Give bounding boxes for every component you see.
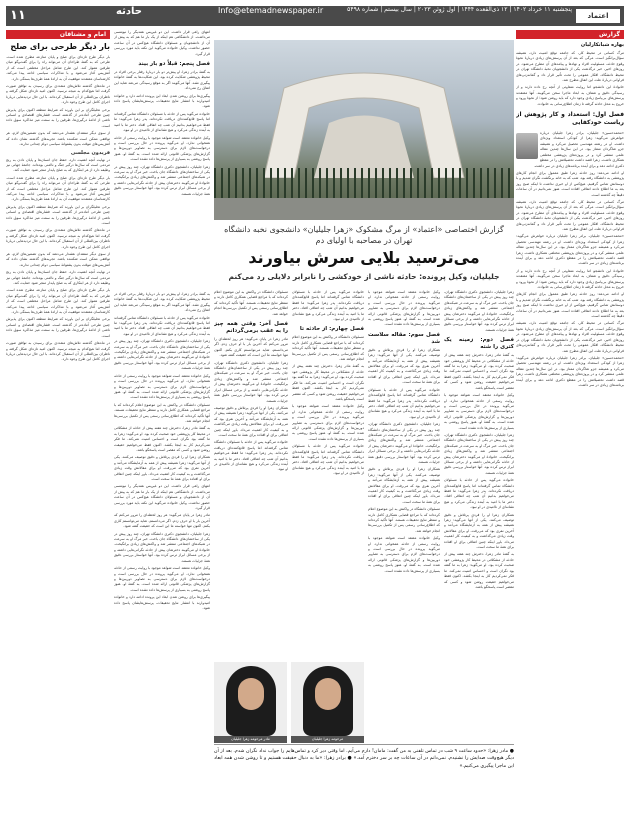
lower-middle-column xyxy=(114,292,210,812)
article-paragraph: مسئولان دانشگاه در واکنش به این موضوع اعلام کرده‌اند که با مراجع قضایی همکاری کامل دارند و منتظر نتایج تحقیقات هستند. آنها تأکید کرده‌اند که اطلاع‌رسانی رسمی پس از تکمیل بررسی‌ها انجام خواهد شد. xyxy=(114,402,210,423)
article-paragraph: خانواده می‌گوید پس از حادثه با مسئولان دانشگاه تماس گرفته‌اند اما پاسخ قانع‌کننده‌ای دریافت نکرده‌اند. پدر زهرا می‌گوید: ما فقط می‌خواهیم بدانیم آن شب چه اتفاقی افتاد. دختر ما با امید به آینده زندگی می‌کرد و هیچ نشانه‌ای از ناامیدی در او نبود. xyxy=(444,478,514,510)
article-kicker: گزارش اختصاصی «اعتماد» از مرگ مشکوک «زهرا جلیلیان» دانشجوی نخبه دانشگاه تهران در مصاحبه با اولیای دم xyxy=(224,225,504,245)
left-column-tag: امام و مشتاقان xyxy=(6,30,110,39)
article-paragraph: زهرا جلیلیان، دانشجوی دکتری دانشگاه تهران، چند روز پیش در یکی از ساختمان‌های دانشگاه جان باخت. خبر مرگ او به سرعت در شبکه‌های اجتماعی منتشر شد و واکنش‌های زیادی برانگیخت. خانوادهٔ او می‌گویند دخترشان پیش از حادثه نگرانی‌هایی داشته و از برخی مسائل ابراز ترس کرده بود. آنها خواستار بررسی دقیق همهٔ جزئیات هستند. xyxy=(214,360,288,403)
left-column-paragraph: در نهایت آنچه اهمیت دارد، حفظ جان انسان‌ها و پایان دادن به رنج مردمی است که سال‌ها درگیر جنگ و ناامنی بوده‌اند. جامعهٔ جهانی نیز وظیفه دارد از هر ابتکاری که به صلح پایدار منجر شود حمایت کند. xyxy=(6,270,110,286)
article-paragraph: خانواده می‌گوید پس از حادثه با مسئولان دانشگاه تماس گرفته‌اند اما پاسخ قانع‌کننده‌ای دریافت نکرده‌اند. پدر زهرا می‌گوید: ما فقط می‌خواهیم بدانیم آن شب چه اتفاقی افتاد. دختر ما با امید به آینده زندگی می‌کرد و هیچ نشانه‌ای از ناامیدی در او نبود. xyxy=(114,111,210,133)
article-paragraph: همکاران زهرا او را فردی پرتلاش و دقیق توصیف می‌کنند. یکی از آنها می‌گوید: زهرا همیشه پیش از همه به آزمایشگاه می‌آمد و آخرین نفری بود که می‌رفت. او برای مقالاتش وقت زیادی می‌گذاشت و به کیفیت کار اهمیت می‌داد. باور اینکه چنین اتفاقی برای او افتاده برای همهٔ ما سخت است. xyxy=(368,467,440,504)
article-paragraph: وکیل خانواده معتقد است شواهد موجود با روایت رسمی از حادثه همخوانی ندارد. او می‌گوید پرونده در حال بررسی است و درخواست‌های لازم برای دسترسی به تصاویر دوربین‌ها و گزارش‌های پزشکی قانونی ارائه شده است. به گفتهٔ او، هنوز پاسخ روشنی به بسیاری از پرسش‌ها داده نشده است. xyxy=(368,290,440,327)
article-paragraph: وکیل خانواده معتقد است شواهد موجود با روایت رسمی از حادثه همخوانی ندارد. او می‌گوید پرونده در حال بررسی است و درخواست‌های لازم برای دسترسی به تصاویر دوربین‌ها و گزارش‌های پزشکی قانونی ارائه شده است. به گفتهٔ او، هنوز پاسخ روشنی به بسیاری از پرسش‌ها داده نشده است. xyxy=(114,566,210,592)
article-paragraph: خانواده می‌گوید پس از حادثه با مسئولان دانشگاه تماس گرفته‌اند اما پاسخ قانع‌کننده‌ای دریافت نکرده‌اند. پدر زهرا می‌گوید: ما فقط می‌خواهیم بدانیم آن شب چه اتفاقی افتاد. دختر ما با امید به آینده زندگی می‌کرد و هیچ نشانه‌ای از ناامیدی در او نبود. xyxy=(292,444,364,476)
right-column xyxy=(516,30,624,812)
left-column-paragraph: از سوی دیگر منتقدان هشدار می‌دهند که بدون تضمین‌های لازم، هر توافقی ممکن است شکننده باشد. تجربه‌های گذشته نشان داده که آتش‌بس‌های موقت بدون پشتوانهٔ سیاسی دوام چندانی ندارند. xyxy=(6,131,110,147)
article-paragraph: انتهای راهی قرار داشت. این دو غیرپس همدیگر را نیوتنسی می‌داشت. از دانشگاهی هم اینکه از یک بار ما هم که به پیش از آن از دانشجویان و مسئولان دانشگاه هیچ‌کس در آن ساعت حضور نداشت. وکیل خانواده می‌گوید این نکته باید مورد بررسی قرار گیرد. xyxy=(114,30,210,56)
portrait-zahra xyxy=(291,662,364,736)
left-column-paragraph: در نهایت آنچه اهمیت دارد، حفظ جان انسان‌ها و پایان دادن به رنج مردمی است که سال‌ها درگیر جنگ و ناامنی بوده‌اند. جامعهٔ جهانی نیز وظیفه دارد از هر ابتکاری که به صلح پایدار منجر شود حمایت کند. xyxy=(6,157,110,173)
article-paragraph: مادر زهرا در پایان می‌گوید: هر روز لحظه‌ای را مرور می‌کنم که آخرین بار با او حرف زدم. اگر می‌دانستم، شاید می‌توانستم کاری بکنم. اکنون تنها خواسته ما این است که حقیقت گفته شود. xyxy=(214,337,288,358)
right-column-paragraph: خانوادهٔ این دانشجو اما روایت متفاوتی از آنچه رخ داده دارند و از رسیدگی دقیق و شفاف به ابعاد ماجرا سخن می‌گویند. آنها معتقدند پرسش‌های بی‌پاسخ زیادی وجود دارد که باید روشن شود؛ از نحوهٔ ورود و خروج به محل حادثه گرفته تا زمان اطلاع‌رسانی به خانواده. xyxy=(516,85,624,106)
upper-middle-column xyxy=(114,30,210,288)
left-column-paragraph: بار دیگر طرح تازه‌ای برای صلح و پایان منازعه مطرح شده است. طرحی که به گفتهٔ طراحان آن می‌تواند راه را برای گفت‌وگو میان طرفین هموار کند. این طرح شامل مراحل مختلفی است که از آتش‌بس آغاز می‌شود و با مذاکرات سیاسی ادامه پیدا می‌کند. کارشناسان معتقدند موفقیت آن به ارادهٔ همهٔ طرف‌ها بستگی دارد. xyxy=(6,288,110,315)
article-paragraph: زهرا جلیلیان، دانشجوی دکتری دانشگاه تهران، چند روز پیش در یکی از ساختمان‌های دانشگاه جان باخت. خبر مرگ او به سرعت در شبکه‌های اجتماعی منتشر شد و واکنش‌های زیادی برانگیخت. خانوادهٔ او می‌گویند دخترشان پیش از حادثه نگرانی‌هایی داشته و از برخی مسائل ابراز ترس کرده بود. آنها خواستار بررسی دقیق همهٔ جزئیات هستند. xyxy=(114,164,210,196)
article-paragraph: پیگیری‌ها برای روشن شدن ابعاد این پرونده ادامه دارد و خانواده امیدوارند با انتشار نتایج تحقیقات، پرسش‌هایشان پاسخ داده شود. xyxy=(114,595,210,610)
article-paragraph: زهرا جلیلیان، دانشجوی دکتری دانشگاه تهران، چند روز پیش در یکی از ساختمان‌های دانشگاه جان باخت. خبر مرگ او به سرعت در شبکه‌های اجتماعی منتشر شد و واکنش‌های زیادی برانگیخت. خانوادهٔ او می‌گویند دخترشان پیش از حادثه نگرانی‌هایی داشته و از برخی مسائل ابراز ترس کرده بود. آنها خواستار بررسی دقیق همهٔ جزئیات هستند. xyxy=(368,422,440,464)
article-paragraph: زهرا جلیلیان، دانشجوی دکتری دانشگاه تهران، چند روز پیش در یکی از ساختمان‌های دانشگاه جان باخت. خبر مرگ او به سرعت در شبکه‌های اجتماعی منتشر شد و واکنش‌های زیادی برانگیخت. خانوادهٔ او می‌گویند دخترشان پیش از حادثه نگرانی‌هایی داشته و از برخی مسائل ابراز ترس کرده بود. آنها خواستار بررسی دقیق همهٔ جزئیات هستند. xyxy=(444,432,514,475)
article-paragraph: پیگیری‌ها برای روشن شدن ابعاد این پرونده ادامه دارد و خانواده امیدوارند با انتشار نتایج تحقیقات، پرسش‌هایشان پاسخ داده شود. xyxy=(114,93,210,109)
right-column-tag: گزارش xyxy=(516,30,624,39)
right-column-paragraph: مرگ کسانی در محیط کار، که جامعه توقع امنیت دارد، همیشه سؤال‌برانگیز است. مرگی که بعد از آن پرسش‌های زیادی دربارهٔ نحوهٔ وقوع حادثه، مسئولیت افراد و نهادها و پیامدهای آن مطرح می‌شود. در روزهای اخیر، خبر درگذشت یکی از دانشجویان نخبهٔ دانشگاه تهران در محیط دانشگاه، افکار عمومی را تحت تأثیر قرار داد و گمانه‌زنی‌های فراوانی دربارهٔ علت این اتفاق مطرح شد. xyxy=(516,51,624,83)
portrait-mother xyxy=(214,662,287,736)
page-number: ۱۱ xyxy=(10,8,26,23)
portraits xyxy=(214,662,364,744)
article-paragraph: همکاران زهرا او را فردی پرتلاش و دقیق توصیف می‌کنند. یکی از آنها می‌گوید: زهرا همیشه پیش از همه به آزمایشگاه می‌آمد و آخرین نفری بود که می‌رفت. او برای مقالاتش وقت زیادی می‌گذاشت و به کیفیت کار اهمیت می‌داد. باور اینکه چنین اتفاقی برای او افتاده برای همهٔ ما سخت است. xyxy=(114,455,210,481)
left-column-paragraph: در ماه‌های گذشته تلاش‌های متعددی برای رسیدن به توافق صورت گرفت اما هیچ‌کدام به نتیجه نرسید. اکنون امید تازه‌ای شکل گرفته و ناظران بین‌المللی از آن استقبال کرده‌اند. با این حال تردیدهایی دربارهٔ اجرای کامل این طرح وجود دارد. xyxy=(6,228,110,249)
portrait-caption-left: مادر مرحومه زهرا جلیلیان xyxy=(214,736,287,743)
right-column-paragraph: مرگ کسانی در محیط کار، که جامعه توقع امنیت دارد، همیشه سؤال‌برانگیز است. مرگی که بعد از آن پرسش‌های زیادی دربارهٔ نحوهٔ وقوع حادثه، مسئولیت افراد و نهادها و پیامدهای آن مطرح می‌شود. در روزهای اخیر، خبر درگذشت یکی از دانشجویان نخبهٔ دانشگاه تهران در محیط دانشگاه، افکار عمومی را تحت تأثیر قرار داد و گمانه‌زنی‌های فراوانی دربارهٔ علت این اتفاق مطرح شد. xyxy=(516,321,624,353)
left-column-paragraph: برخی تحلیلگران بر این باورند که شرایط منطقه اکنون برای پذیرش چنین طرحی آماده‌تر از گذشته است. فشارهای اقتصادی و انسانی ناشی از ادامهٔ درگیری‌ها، طرفین را به سمت میز مذاکره سوق داده است. xyxy=(6,204,110,225)
right-column-paragraph: مرگ کسانی در محیط کار، که جامعه توقع امنیت دارد، همیشه سؤال‌برانگیز است. مرگی که بعد از آن پرسش‌های زیادی دربارهٔ نحوهٔ وقوع حادثه، مسئولیت افراد و نهادها و پیامدهای آن مطرح می‌شود. در روزهای اخیر، خبر درگذشت یکی از دانشجویان نخبهٔ دانشگاه تهران در محیط دانشگاه، افکار عمومی را تحت تأثیر قرار داد و گمانه‌زنی‌های فراوانی دربارهٔ علت این اتفاق مطرح شد. xyxy=(516,199,624,231)
page-header xyxy=(6,6,624,26)
article-paragraph: به گفتهٔ برادر زهرا، او پیش‌تر دو بار دربارهٔ رفتار برخی افراد در محیط پژوهشی شکایت کرده بود. این شکایت‌ها به گفتهٔ خانواده پیگیری نشد. آنها می‌گویند اگر به موقع رسیدگی می‌شد شاید این اتفاق رخ نمی‌داد. xyxy=(114,70,210,91)
article-paragraph: وکیل خانواده معتقد است شواهد موجود با روایت رسمی از حادثه همخوانی ندارد. او می‌گوید پرونده در حال بررسی است و درخواست‌های لازم برای دسترسی به تصاویر دوربین‌ها و گزارش‌های پزشکی قانونی ارائه شده است. به گفتهٔ او، هنوز پاسخ روشنی به بسیاری از پرسش‌ها داده نشده است. xyxy=(368,536,440,573)
article-paragraph: وکیل خانواده معتقد است شواهد موجود با روایت رسمی از حادثه همخوانی ندارد. او می‌گوید پرونده در حال بررسی است و درخواست‌های لازم برای دسترسی به تصاویر دوربین‌ها و گزارش‌های پزشکی قانونی ارائه شده است. به گفتهٔ او، هنوز پاسخ روشنی به بسیاری از پرسش‌ها داده نشده است. xyxy=(114,135,210,162)
article-subheading: فصل دوم: زمینه یک کتری را شته xyxy=(444,337,514,351)
article-headline: می‌ترسید بلایی سرش بیاورند xyxy=(248,248,480,267)
left-column-paragraph: بار دیگر طرح تازه‌ای برای صلح و پایان منازعه مطرح شده است. طرحی که به گفتهٔ طراحان آن می‌تواند راه را برای گفت‌وگو میان طرفین هموار کند. این طرح شامل مراحل مختلفی است که از آتش‌بس آغاز می‌شود و با مذاکرات سیاسی ادامه پیدا می‌کند. کارشناسان معتقدند موفقیت آن به ارادهٔ همهٔ طرف‌ها بستگی دارد. xyxy=(6,175,110,202)
article-paragraph: مسئولان دانشگاه در واکنش به این موضوع اعلام کرده‌اند که با مراجع قضایی همکاری کامل دارند و منتظر نتایج تحقیقات هستند. آنها تأکید کرده‌اند که اطلاع‌رسانی رسمی پس از تکمیل بررسی‌ها انجام خواهد شد. xyxy=(368,507,440,533)
article-paragraph: به گفتهٔ مادر زهرا، دخترش چند هفته پیش از حادثه از مشکلاتی در محیط کار پژوهشی خود صحبت کرده بود. او می‌گوید: زهرا به ما گفته بود نگران است و احساس امنیت نمی‌کند. ما فکر نمی‌کردیم کار به اینجا بکشد. اکنون فقط می‌خواهیم حقیقت روشن شود و کسی که مقصر است پاسخگو باشد. xyxy=(292,364,364,401)
article-paragraph: به گفتهٔ مادر زهرا، دخترش چند هفته پیش از حادثه از مشکلاتی در محیط کار پژوهشی خود صحبت کرده بود. او می‌گوید: زهرا به ما گفته بود نگران است و احساس امنیت نمی‌کند. ما فکر نمی‌کردیم کار به اینجا بکشد. اکنون فقط می‌خواهیم حقیقت روشن شود و کسی که مقصر است پاسخگو باشد. xyxy=(114,426,210,452)
article-paragraph: خانواده می‌گوید پس از حادثه با مسئولان دانشگاه تماس گرفته‌اند اما پاسخ قانع‌کننده‌ای دریافت نکرده‌اند. پدر زهرا می‌گوید: ما فقط می‌خواهیم بدانیم آن شب چه اتفاقی افتاد. دختر ما با امید به آینده زندگی می‌کرد و هیچ نشانه‌ای از ناامیدی در او نبود. xyxy=(368,387,440,419)
newspaper-logo: اعتماد xyxy=(576,9,620,23)
road xyxy=(214,198,514,220)
article-subheading: فصل سوم: مقاله سلاست شد xyxy=(368,331,440,345)
left-column-paragraph: بار دیگر طرح تازه‌ای برای صلح و پایان منازعه مطرح شده است. طرحی که به گفتهٔ طراحان آن می‌تواند راه را برای گفت‌وگو میان طرفین هموار کند. این طرح شامل مراحل مختلفی است که از آتش‌بس آغاز می‌شود و با مذاکرات سیاسی ادامه پیدا می‌کند. کارشناسان معتقدند موفقیت آن به ارادهٔ همهٔ طرف‌ها بستگی دارد. xyxy=(6,55,110,81)
article-paragraph: انتهای راهی قرار داشت. این دو غیرپس همدیگر را نیوتنسی می‌داشت. از دانشگاهی هم اینکه از یک بار ما هم که به پیش از آن از دانشجویان و مسئولان دانشگاه هیچ‌کس در آن ساعت حضور نداشت. وکیل خانواده می‌گوید این نکته باید مورد بررسی قرار گیرد. xyxy=(114,484,210,511)
newspaper-email[interactable]: Info@etemadnewspaper.ir xyxy=(218,6,324,15)
right-column-paragraph: «محمدحسین» جلیلیان، برادر زهرا جلیلیان درباره خواهرش می‌گوید: زهرا از کودکی استعداد ویژه‌ای داشت. او در رشته مهندسی تحصیل می‌کرد و همیشه جزو شاگردان ممتاز بود. در این سال‌ها چندین مقاله علمی منتشر کرد و در پروژه‌های پژوهشی مختلفی همکاری داشت. زهرا قصد داشت تحصیلاتش را در مقطع دکتری ادامه دهد و برای آینده برنامه‌های زیادی در سر داشت. xyxy=(533,131,624,168)
university-gate-photo xyxy=(214,40,514,220)
right-column-paragraph: او ادامه می‌دهد: روز حادثه زهرا طبق معمول برای انجام کارهای پژوهشی به دانشگاه رفته بود. شب که به خانه برنگشت نگران شدیم و با دوستانش تماس گرفتیم. هیچ‌کس از او خبری نداشت تا اینکه صبح روز بعد به ما اطلاع دادند اتفاقی افتاده است. هنوز نمی‌دانیم در آن ساعات دقیقاً چه گذشته است. xyxy=(516,170,624,197)
article-subheading: فصل چهارم: از حادثه تا xyxy=(299,326,364,333)
article-paragraph: زهرا جلیلیان، دانشجوی دکتری دانشگاه تهران، چند روز پیش در یکی از ساختمان‌های دانشگاه جان باخت. خبر مرگ او به سرعت در شبکه‌های اجتماعی منتشر شد و واکنش‌های زیادی برانگیخت. خانوادهٔ او می‌گویند دخترشان پیش از حادثه نگرانی‌هایی داشته و از برخی مسائل ابراز ترس کرده بود. آنها خواستار بررسی دقیق همهٔ جزئیات هستند. xyxy=(114,339,210,371)
left-column-byline: فریدون مجلسی xyxy=(70,149,110,156)
article-paragraph: مسئولان دانشگاه در واکنش به این موضوع اعلام کرده‌اند که با مراجع قضایی همکاری کامل دارند و منتظر نتایج تحقیقات هستند. آنها تأکید کرده‌اند که اطلاع‌رسانی رسمی پس از تکمیل بررسی‌ها انجام خواهد شد. xyxy=(292,335,364,362)
right-column-subheading: فصل اول: استعداد و کار پژوهش از ریاست خودکفایی xyxy=(516,111,624,127)
right-column-paragraph: خانوادهٔ این دانشجو اما روایت متفاوتی از آنچه رخ داده دارند و از رسیدگی دقیق و شفاف به ابعاد ماجرا سخن می‌گویند. آنها معتقدند پرسش‌های بی‌پاسخ زیادی وجود دارد که باید روشن شود؛ از نحوهٔ ورود و خروج به محل حادثه گرفته تا زمان اطلاع‌رسانی به خانواده. xyxy=(516,268,624,290)
article-column-4 xyxy=(214,290,288,658)
article-column-1 xyxy=(444,290,514,740)
article-paragraph: زهرا جلیلیان، دانشجوی دکتری دانشگاه تهران، چند روز پیش در یکی از ساختمان‌های دانشگاه جان باخت. خبر مرگ او به سرعت در شبکه‌های اجتماعی منتشر شد و واکنش‌های زیادی برانگیخت. خانوادهٔ او می‌گویند دخترشان پیش از حادثه نگرانی‌هایی داشته و از برخی مسائل ابراز ترس کرده بود. آنها خواستار بررسی دقیق همهٔ جزئیات هستند. xyxy=(444,290,514,332)
article-paragraph: خانواده می‌گوید پس از حادثه با مسئولان دانشگاه تماس گرفته‌اند اما پاسخ قانع‌کننده‌ای دریافت نکرده‌اند. پدر زهرا می‌گوید: ما فقط می‌خواهیم بدانیم آن شب چه اتفاقی افتاد. دختر ما با امید به آینده زندگی می‌کرد و هیچ نشانه‌ای از ناامیدی در او نبود. xyxy=(214,440,288,472)
article-paragraph: به گفتهٔ برادر زهرا، او پیش‌تر دو بار دربارهٔ رفتار برخی افراد در محیط پژوهشی شکایت کرده بود. این شکایت‌ها به گفتهٔ خانواده پیگیری نشد. آنها می‌گویند اگر به موقع رسیدگی می‌شد شاید این اتفاق رخ نمی‌داد. xyxy=(114,292,210,313)
left-column xyxy=(6,30,110,812)
article-paragraph: به گفتهٔ مادر زهرا، دخترش چند هفته پیش از حادثه از مشکلاتی در محیط کار پژوهشی خود صحبت کرده بود. او می‌گوید: زهرا به ما گفته بود نگران است و احساس امنیت نمی‌کند. ما فکر نمی‌کردیم کار به اینجا بکشد. اکنون فقط می‌خواهیم حقیقت روشن شود و کسی که مقصر است پاسخگو باشد. xyxy=(444,353,514,390)
article-paragraph: زهرا جلیلیان، دانشجوی دکتری دانشگاه تهران، چند روز پیش در یکی از ساختمان‌های دانشگاه جان باخت. خبر مرگ او به سرعت در شبکه‌های اجتماعی منتشر شد و واکنش‌های زیادی برانگیخت. خانوادهٔ او می‌گویند دخترشان پیش از حادثه نگرانی‌هایی داشته و از برخی مسائل ابراز ترس کرده بود. آنها خواستار بررسی دقیق همهٔ جزئیات هستند. xyxy=(114,531,210,563)
article-paragraph: خانواده می‌گوید پس از حادثه با مسئولان دانشگاه تماس گرفته‌اند اما پاسخ قانع‌کننده‌ای دریافت نکرده‌اند. پدر زهرا می‌گوید: ما فقط می‌خواهیم بدانیم آن شب چه اتفاقی افتاد. دختر ما با امید به آینده زندگی می‌کرد و هیچ نشانه‌ای از ناامیدی در او نبود. xyxy=(292,290,364,322)
right-column-paragraph: «محمدحسین» جلیلیان، برادر زهرا جلیلیان درباره خواهرش می‌گوید: زهرا از کودکی استعداد ویژه‌ای داشت. او در رشته مهندسی تحصیل می‌کرد و همیشه جزو شاگردان ممتاز بود. در این سال‌ها چندین مقاله علمی منتشر کرد و در پروژه‌های پژوهشی مختلفی همکاری داشت. زهرا قصد داشت تحصیلاتش را در مقطع دکتری ادامه دهد و برای آینده برنامه‌های زیادی در سر داشت. xyxy=(516,234,624,266)
article-paragraph: همکاران زهرا او را فردی پرتلاش و دقیق توصیف می‌کنند. یکی از آنها می‌گوید: زهرا همیشه پیش از همه به آزمایشگاه می‌آمد و آخرین نفری بود که می‌رفت. او برای مقالاتش وقت زیادی می‌گذاشت و به کیفیت کار اهمیت می‌داد. باور اینکه چنین اتفاقی برای او افتاده برای همهٔ ما سخت است. xyxy=(368,347,440,385)
article-paragraph: وکیل خانواده معتقد است شواهد موجود با روایت رسمی از حادثه همخوانی ندارد. او می‌گوید پرونده در حال بررسی است و درخواست‌های لازم برای دسترسی به تصاویر دوربین‌ها و گزارش‌های پزشکی قانونی ارائه شده است. به گفتهٔ او، هنوز پاسخ روشنی به بسیاری از پرسش‌ها داده نشده است. xyxy=(114,373,210,400)
article-paragraph: وکیل خانواده معتقد است شواهد موجود با روایت رسمی از حادثه همخوانی ندارد. او می‌گوید پرونده در حال بررسی است و درخواست‌های لازم برای دسترسی به تصاویر دوربین‌ها و گزارش‌های پزشکی قانونی ارائه شده است. به گفتهٔ او، هنوز پاسخ روشنی به بسیاری از پرسش‌ها داده نشده است. xyxy=(292,404,364,441)
left-column-paragraph: برخی تحلیلگران بر این باورند که شرایط منطقه اکنون برای پذیرش چنین طرحی آماده‌تر از گذشته است. فشارهای اقتصادی و انسانی ناشی از ادامهٔ درگیری‌ها، طرفین را به سمت میز مذاکره سوق داده است. xyxy=(6,107,110,128)
article-subheading: فصل پنجم: قبلاً دو بار بیند xyxy=(138,61,210,68)
left-column-title: بار دیگر طرحی برای صلح xyxy=(10,42,110,51)
right-column-paragraph: «محمدحسین» جلیلیان، برادر زهرا جلیلیان درباره خواهرش می‌گوید: زهرا از کودکی استعداد ویژه‌ای داشت. او در رشته مهندسی تحصیل می‌کرد و همیشه جزو شاگردان ممتاز بود. در این سال‌ها چندین مقاله علمی منتشر کرد و در پروژه‌های پژوهشی مختلفی همکاری داشت. زهرا قصد داشت تحصیلاتش را در مقطع دکتری ادامه دهد و برای آینده برنامه‌های زیادی در سر داشت. xyxy=(516,355,624,387)
article-deck: جلیلیان، وکیل پرونده: حادثه ناشی از خودکشی را نابرابر دلایلی رد می‌کنم xyxy=(228,272,500,281)
fence xyxy=(214,168,514,198)
section-name: حادثه xyxy=(116,6,142,17)
article-paragraph: به گفتهٔ مادر زهرا، دخترش چند هفته پیش از حادثه از مشکلاتی در محیط کار پژوهشی خود صحبت کرده بود. او می‌گوید: زهرا به ما گفته بود نگران است و احساس امنیت نمی‌کند. ما فکر نمی‌کردیم کار به اینجا بکشد. اکنون فقط می‌خواهیم حقیقت روشن شود و کسی که مقصر است پاسخگو باشد. xyxy=(444,552,514,589)
left-column-paragraph: در ماه‌های گذشته تلاش‌های متعددی برای رسیدن به توافق صورت گرفت اما هیچ‌کدام به نتیجه نرسید. اکنون امید تازه‌ای شکل گرفته و ناظران بین‌المللی از آن استقبال کرده‌اند. با این حال تردیدهایی دربارهٔ اجرای کامل این طرح وجود دارد. xyxy=(6,84,110,105)
article-paragraph: همکاران زهرا او را فردی پرتلاش و دقیق توصیف می‌کنند. یکی از آنها می‌گوید: زهرا همیشه پیش از همه به آزمایشگاه می‌آمد و آخرین نفری بود که می‌رفت. او برای مقالاتش وقت زیادی می‌گذاشت و به کیفیت کار اهمیت می‌داد. باور اینکه چنین اتفاقی برای او افتاده برای همهٔ ما سخت است. xyxy=(214,405,288,437)
article-paragraph: مسئولان دانشگاه در واکنش به این موضوع اعلام کرده‌اند که با مراجع قضایی همکاری کامل دارند و منتظر نتایج تحقیقات هستند. آنها تأکید کرده‌اند که اطلاع‌رسانی رسمی پس از تکمیل بررسی‌ها انجام خواهد شد. xyxy=(214,290,288,316)
issue-date: پنجشنبه ۱۱ خرداد ۱۴۰۲ | ۱۲ ذی‌القعده ۱۴۴۴ | اول ژوئن ۲۰۲۳ | سال بیستم | شماره ۵۴۹۸ xyxy=(347,6,572,13)
article-paragraph: همکاران زهرا او را فردی پرتلاش و دقیق توصیف می‌کنند. یکی از آنها می‌گوید: زهرا همیشه پیش از همه به آزمایشگاه می‌آمد و آخرین نفری بود که می‌رفت. او برای مقالاتش وقت زیادی می‌گذاشت و به کیفیت کار اهمیت می‌داد. باور اینکه چنین اتفاقی برای او افتاده برای همهٔ ما سخت است. xyxy=(444,512,514,550)
article-paragraph: خانواده می‌گوید پس از حادثه با مسئولان دانشگاه تماس گرفته‌اند اما پاسخ قانع‌کننده‌ای دریافت نکرده‌اند. پدر زهرا می‌گوید: ما فقط می‌خواهیم بدانیم آن شب چه اتفاقی افتاد. دختر ما با امید به آینده زندگی می‌کرد و هیچ نشانه‌ای از ناامیدی در او نبود. xyxy=(114,315,210,336)
portrait-caption-right: مرحومه زهرا جلیلیان xyxy=(291,736,364,743)
right-column-author: بهاره شبانکارلیان xyxy=(580,42,624,48)
right-column-paragraph: او ادامه می‌دهد: روز حادثه زهرا طبق معمول برای انجام کارهای پژوهشی به دانشگاه رفته بود. شب که به خانه برنگشت نگران شدیم و با دوستانش تماس گرفتیم. هیچ‌کس از او خبری نداشت تا اینکه صبح روز بعد به ما اطلاع دادند اتفاقی افتاده است. هنوز نمی‌دانیم در آن ساعات دقیقاً چه گذشته است. xyxy=(516,292,624,319)
gate-arch-icon xyxy=(254,68,474,178)
article-column-3 xyxy=(292,290,364,658)
article-column-2 xyxy=(368,290,440,740)
pull-quote: ● مادر زهرا: «حدود ساعت ۹ شب در تماس تلفنی به من گفت: مامان! دارم می‌آیم. اما وقتی دیر کرد و تماس‌هایم را جواب نداد نگران شدم. بعد از آن دیگر هیچ‌وقت صدایش را نشنیدم. نمی‌دانم در آن ساعات چه بر سر دخترم آمد.» ● برادر زهرا: «ما به دنبال حقیقت هستیم و تا روشن شدن همه ابعاد این ماجرا پیگیری می‌کنیم.» xyxy=(214,744,514,814)
article-paragraph: وکیل خانواده معتقد است شواهد موجود با روایت رسمی از حادثه همخوانی ندارد. او می‌گوید پرونده در حال بررسی است و درخواست‌های لازم برای دسترسی به تصاویر دوربین‌ها و گزارش‌های پزشکی قانونی ارائه شده است. به گفتهٔ او، هنوز پاسخ روشنی به بسیاری از پرسش‌ها داده نشده است. xyxy=(444,393,514,430)
article-subheading: فصل آخر: وقتی همه چیز را به عقب برمی‌گردانم xyxy=(214,321,288,335)
left-column-paragraph: از سوی دیگر منتقدان هشدار می‌دهند که بدون تضمین‌های لازم، هر توافقی ممکن است شکننده باشد. تجربه‌های گذشته نشان داده که آتش‌بس‌های موقت بدون پشتوانهٔ سیاسی دوام چندانی ندارند. xyxy=(6,252,110,267)
author-portrait xyxy=(516,133,538,159)
left-column-paragraph: برخی تحلیلگران بر این باورند که شرایط منطقه اکنون برای پذیرش چنین طرحی آماده‌تر از گذشته است. فشارهای اقتصادی و انسانی ناشی از ادامهٔ درگیری‌ها، طرفین را به سمت میز مذاکره سوق داده است. xyxy=(6,317,110,338)
article-paragraph: مادر زهرا در پایان می‌گوید: هر روز لحظه‌ای را مرور می‌کنم که آخرین بار با او حرف زدم. اگر می‌دانستم، شاید می‌توانستم کاری بکنم. اکنون تنها خواسته ما این است که حقیقت گفته شود. xyxy=(114,513,210,529)
left-column-paragraph: در ماه‌های گذشته تلاش‌های متعددی برای رسیدن به توافق صورت گرفت اما هیچ‌کدام به نتیجه نرسید. اکنون امید تازه‌ای شکل گرفته و ناظران بین‌المللی از آن استقبال کرده‌اند. با این حال تردیدهایی دربارهٔ اجرای کامل این طرح وجود دارد. xyxy=(6,341,110,362)
